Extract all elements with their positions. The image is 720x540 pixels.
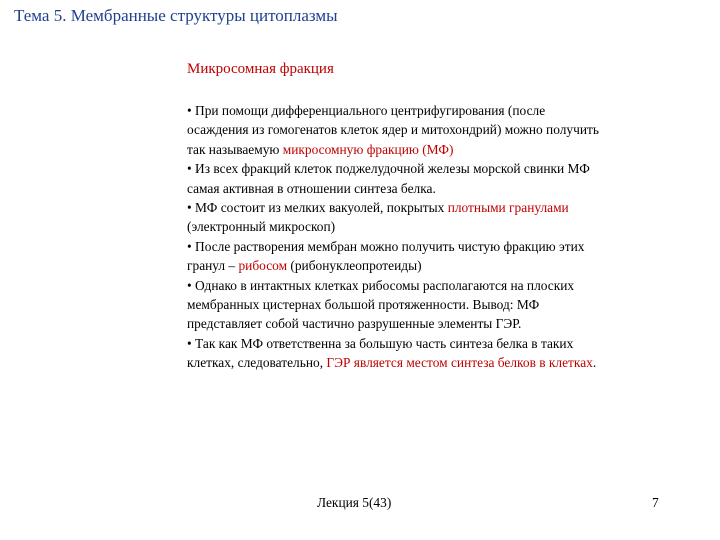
text-segment: • Однако в интактных клетках рибосомы располагаются на плоских bbox=[187, 277, 575, 293]
text-segment: • При помощи дифференциального центрифугирования (после bbox=[187, 103, 546, 118]
text-line bbox=[187, 314, 692, 333]
text-segment: • Из всех фракций клеток поджелудочной железы морской свинки МФ bbox=[187, 161, 590, 177]
text-segment: • МФ состоит из мелких вакуолей, покрытых bbox=[187, 199, 448, 215]
text-segment: . bbox=[592, 355, 597, 371]
text-line bbox=[187, 101, 692, 120]
slide-title: Тема 5. Мембранные структуры цитоплазмы bbox=[14, 6, 338, 25]
text-line bbox=[187, 295, 692, 314]
section-heading: Микросомная фракция bbox=[187, 61, 334, 77]
highlighted-term: рибосом bbox=[238, 258, 288, 274]
text-segment: осаждения из гомогенатов клеток ядер и митохондрий) можно получить bbox=[187, 122, 599, 138]
text-segment: клетках, следовательно, bbox=[187, 355, 327, 371]
text-line bbox=[187, 198, 692, 217]
text-line bbox=[187, 140, 692, 159]
text-segment: мембранных цистернах большой протяженности. Вывод: МФ bbox=[187, 296, 540, 312]
text-line bbox=[187, 217, 692, 236]
text-segment: (рибонуклеопротеиды) bbox=[287, 258, 422, 274]
text-line bbox=[187, 179, 692, 198]
text-segment: самая активная в отношении синтеза белка. bbox=[187, 180, 436, 196]
text-line bbox=[187, 334, 692, 353]
text-segment: • Так как МФ ответственна за большую часть синтеза белка в таких bbox=[187, 335, 574, 351]
text-segment: • После растворения мембран можно получить чистую фракцию этих bbox=[187, 238, 585, 254]
text-line bbox=[187, 237, 692, 256]
highlighted-term: ГЭР является местом синтеза белков в клетках bbox=[326, 355, 593, 371]
text-segment: представляет собой частично разрушенные элементы ГЭР. bbox=[187, 316, 522, 332]
footer-lecture-label: Лекция 5(43) bbox=[317, 495, 392, 510]
text-segment: гранул – bbox=[187, 258, 239, 274]
text-line bbox=[187, 276, 692, 295]
text-segment: так называемую bbox=[187, 141, 283, 157]
highlighted-term: микросомную фракцию (МФ) bbox=[282, 141, 454, 157]
text-segment: (электронный микроскоп) bbox=[187, 219, 336, 235]
text-line bbox=[187, 120, 692, 139]
text-line bbox=[187, 159, 692, 178]
highlighted-term: плотными гранулами bbox=[447, 199, 569, 215]
body-text bbox=[187, 101, 692, 372]
text-line bbox=[187, 353, 692, 372]
text-line bbox=[187, 256, 692, 275]
page-number: 7 bbox=[652, 495, 659, 510]
